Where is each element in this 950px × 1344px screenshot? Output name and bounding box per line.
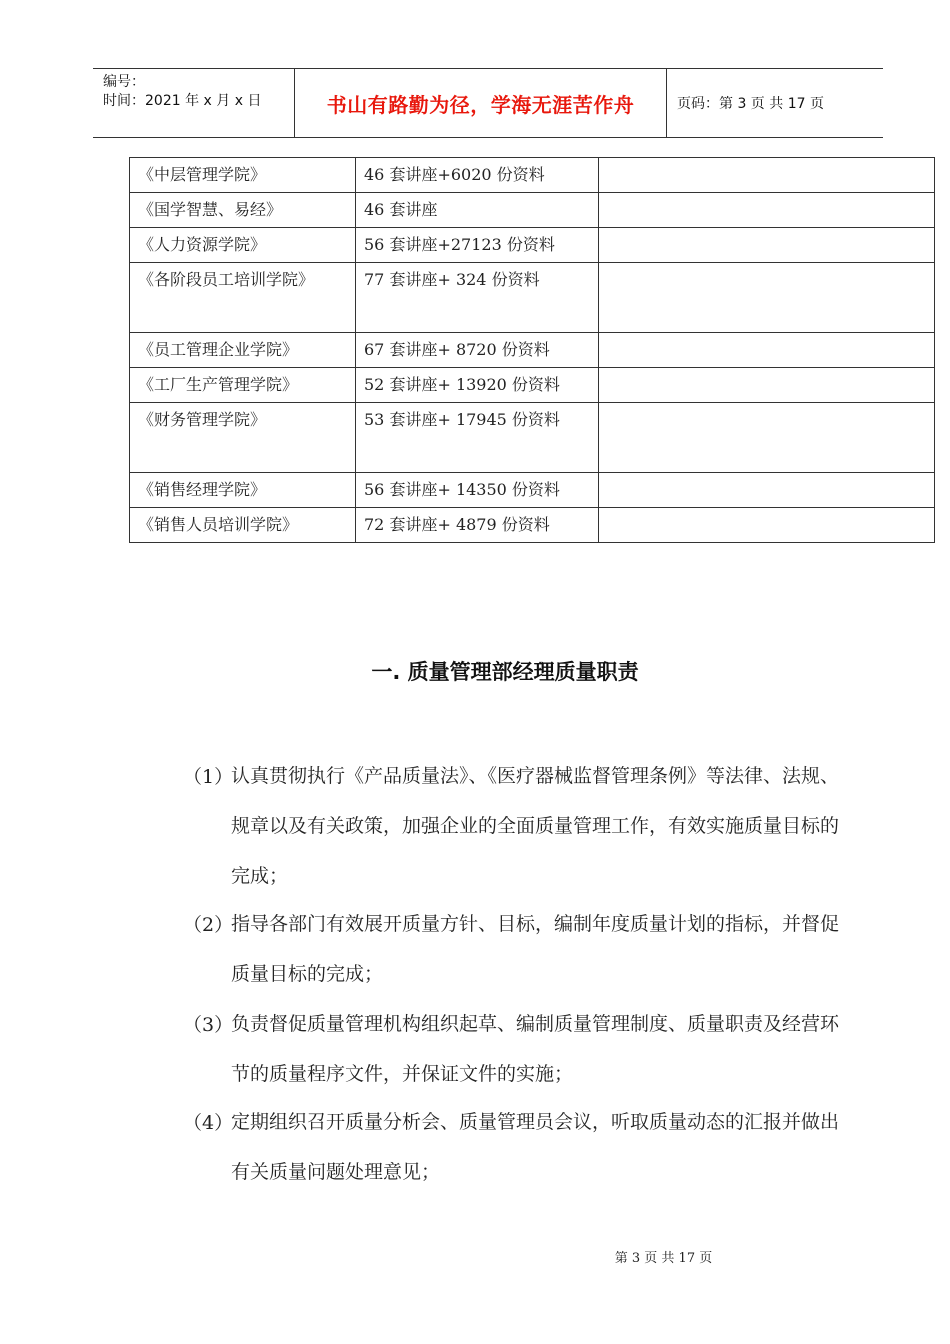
header-page-info: 页码：第 3 页 共 17 页 [677,96,824,112]
table-row [130,473,935,508]
course-note-cell [599,403,935,473]
duty-text: 定期组织召开质量分析会、质量管理员会议，听取质量动态的汇报并做出有关质量问题处理意见； [231,1111,840,1183]
course-note-cell [599,228,935,263]
course-name-text: 《各阶段员工培训学院》 [138,270,315,289]
course-note-cell [599,368,935,403]
course-note-cell [599,158,935,193]
course-content-cell: 77 套讲座+ 324 份资料 [356,263,599,333]
course-name-cell: 《销售经理学院》 [130,473,356,508]
course-name-cell: 《国学智慧、易经》 [130,193,356,228]
document-number-label: 编号： [103,74,145,90]
course-note-cell [599,193,935,228]
page-footer: 第 3 页 共 17 页 [614,1251,713,1266]
section-title: 一. 质量管理部经理质量职责 [371,660,639,684]
duty-number: （2） [183,914,234,936]
course-content-text: 53 套讲座+ 17945 份资料 [364,410,560,429]
course-name-cell [130,263,356,333]
table-row [130,158,935,193]
course-content-cell [356,403,599,473]
course-content-cell: 56 套讲座+27123 份资料 [356,228,599,263]
course-content-cell: 46 套讲座 [356,193,599,228]
table-row [130,333,935,368]
table-row [130,263,935,333]
duty-item [183,910,853,999]
document-time-label: 时间：2021 年 x 月 x 日 [103,93,262,109]
course-name-cell: 《人力资源学院》 [130,228,356,263]
course-content-cell: 52 套讲座+ 13920 份资料 [356,368,599,403]
course-note-cell [599,508,935,543]
duty-text: 认真贯彻执行《产品质量法》、《医疗器械监督管理条例》等法律、法规、规章以及有关政策，加强企业的全面质量管理工作，有效实施质量目标的完成； [231,765,840,887]
duty-item [183,1108,853,1197]
table-row [130,403,935,473]
duty-text: 指导各部门有效展开质量方针、目标，编制年度质量计划的指标，并督促质量目标的完成； [231,913,840,985]
course-name-cell: 《工厂生产管理学院》 [130,368,356,403]
duty-item [183,762,853,901]
course-content-cell: 46 套讲座+6020 份资料 [356,158,599,193]
page-header [93,68,883,138]
course-name-cell: 《销售人员培训学院》 [130,508,356,543]
header-meta [103,73,261,111]
course-note-cell [599,263,935,333]
duty-text: 负责督促质量管理机构组织起草、编制质量管理制度、质量职责及经营环节的质量程序文件，并保证文件的实施； [231,1013,840,1085]
table-row [130,508,935,543]
course-content-cell: 56 套讲座+ 14350 份资料 [356,473,599,508]
course-content-cell: 72 套讲座+ 4879 份资料 [356,508,599,543]
duty-item [183,1010,853,1099]
course-name-cell: 《员工管理企业学院》 [130,333,356,368]
course-table [129,157,935,543]
course-name-cell: 《财务管理学院》 [130,403,356,473]
course-note-cell [599,333,935,368]
course-note-cell [599,473,935,508]
duty-number: （3） [183,1014,234,1036]
header-motto: 书山有路勤为径，学海无涯苦作舟 [326,92,635,117]
course-content-cell: 67 套讲座+ 8720 份资料 [356,333,599,368]
header-divider [666,69,667,137]
table-row [130,193,935,228]
course-name-cell: 《中层管理学院》 [130,158,356,193]
duty-number: （4） [183,1112,234,1134]
duty-number: （1） [183,766,234,788]
